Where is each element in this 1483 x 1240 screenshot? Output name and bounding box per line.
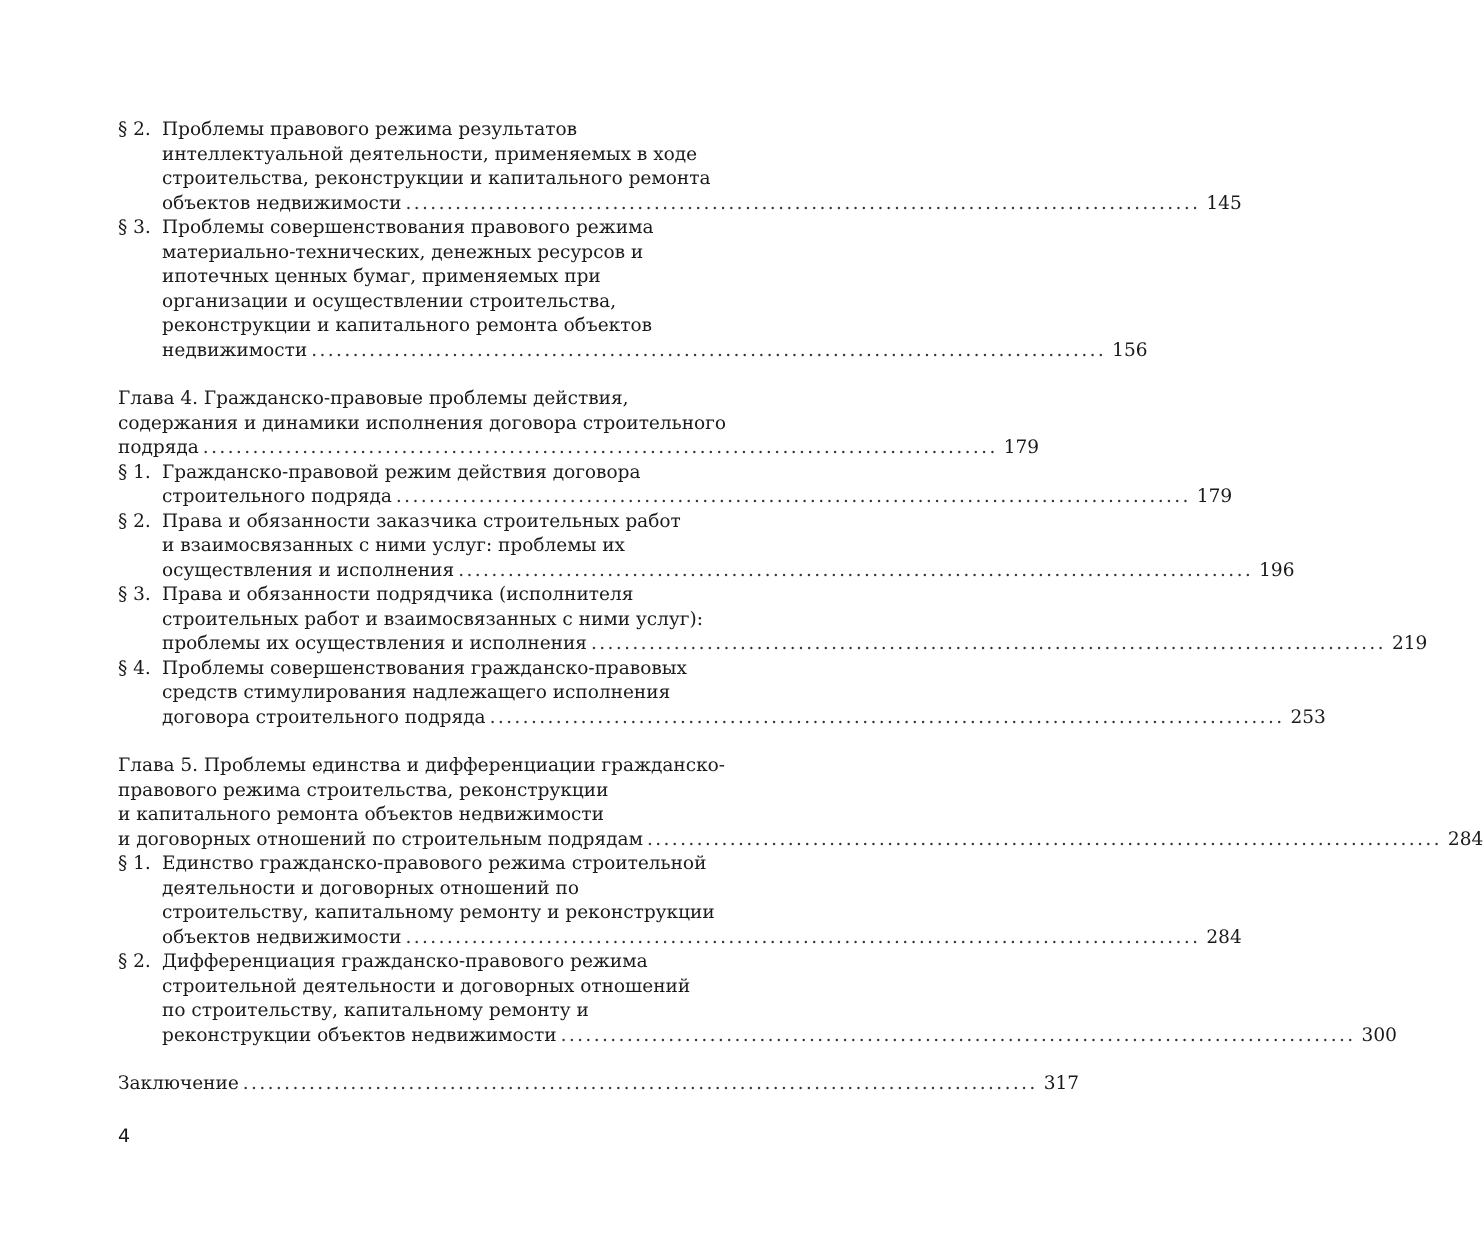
entry-text: и взаимосвязанных с ними услуг: проблемы их [162, 535, 625, 556]
entry-text: проблемы их осуществления и исполнения [162, 633, 587, 654]
page-ref: 253 [1290, 706, 1326, 728]
entry-text: организации и осуществлении строительства, [162, 290, 617, 312]
entry-text: Гражданско-правовой режим действия договора [162, 461, 641, 483]
toc-entry[interactable] [118, 852, 1242, 950]
dot-leader: ................................................................................................ [202, 437, 998, 458]
entry-text: строительной деятельности и договорных отношений [162, 975, 691, 997]
toc-chapter[interactable] [118, 754, 1483, 852]
entry-text: строительства, реконструкции и капитального ремонта [162, 168, 711, 189]
entry-text: Проблемы совершенствования гражданско-правовых [162, 657, 687, 679]
page-ref: 219 [1391, 633, 1428, 654]
chapter-title: и капитального ремонта объектов недвижимости [118, 804, 604, 825]
dot-leader: ................................................................................................ [395, 486, 1191, 507]
entry-text: Единство гражданско-правового режима строительной [162, 853, 707, 874]
chapter-title: правового режима строительства, реконструкции [118, 779, 609, 801]
toc-entry[interactable] [118, 216, 1148, 363]
toc-entry[interactable] [118, 583, 1428, 657]
entry-text: строительству, капитальному ремонту и реконструкции [162, 902, 715, 923]
chapter-title: содержания и динамики исполнения договора строительного [118, 412, 727, 434]
page-ref: 284 [1206, 926, 1242, 948]
chapter-title: Глава 4. Гражданско-правовые проблемы действия, [118, 388, 629, 409]
page-ref: 156 [1112, 339, 1148, 361]
section-label: § 4. [118, 657, 151, 679]
dot-leader: ................................................................................................ [405, 192, 1201, 214]
page-number: 4 [118, 1125, 131, 1147]
dot-leader: ................................................................................................ [590, 633, 1386, 654]
entry-text: ипотечных ценных бумаг, применяемых при [162, 266, 601, 287]
entry-text: реконструкции и капитального ремонта объектов [162, 315, 653, 336]
entry-text: реконструкции объектов недвижимости [162, 1024, 557, 1046]
toc-entry[interactable] [118, 461, 1233, 510]
entry-text: средств стимулирования надлежащего исполнения [162, 682, 671, 703]
table-of-contents [118, 118, 1483, 1097]
entry-text: материально-технических, денежных ресурсов и [162, 241, 644, 263]
section-label: § 2. [118, 510, 151, 532]
entry-text: Права и обязанности подрядчика (исполнителя [162, 584, 634, 605]
page-ref: 300 [1361, 1024, 1397, 1046]
toc-entry[interactable] [118, 950, 1397, 1048]
conclusion-title: Заключение [118, 1073, 239, 1094]
page-ref: 179 [1003, 437, 1040, 458]
page-ref: 196 [1259, 559, 1295, 581]
section-label: § 2. [118, 119, 151, 140]
dot-leader: ................................................................................................ [560, 1024, 1356, 1046]
entry-text: интеллектуальной деятельности, применяемых в ходе [162, 143, 698, 165]
entry-text: строительных работ и взаимосвязанных с ними услуг): [162, 608, 703, 630]
entry-text: объектов недвижимости [162, 192, 402, 214]
entry-text: Проблемы правового режима результатов [162, 119, 578, 140]
dot-leader: ................................................................................................ [311, 339, 1107, 361]
chapter-title: подряда [118, 437, 199, 458]
entry-text: Проблемы совершенствования правового режима [162, 217, 654, 238]
dot-leader: ................................................................................................ [405, 926, 1201, 948]
section-label: § 3. [118, 217, 151, 238]
entry-text: Права и обязанности заказчика строительных работ [162, 510, 681, 532]
dot-leader: ................................................................................................ [458, 559, 1254, 581]
dot-leader: ................................................................................................ [489, 706, 1285, 728]
toc-entry[interactable] [118, 657, 1326, 731]
entry-text: деятельности и договорных отношений по [162, 877, 579, 899]
entry-text: Дифференциация гражданско-правового режима [162, 951, 648, 972]
entry-text: договора строительного подряда [162, 706, 486, 728]
section-label: § 2. [118, 951, 151, 972]
chapter-title: Глава 5. Проблемы единства и дифференциации гражданско- [118, 755, 726, 776]
section-label: § 1. [118, 461, 151, 483]
section-label: § 3. [118, 584, 151, 605]
page-ref: 179 [1196, 486, 1233, 507]
page-ref: 284 [1447, 828, 1483, 850]
entry-text: объектов недвижимости [162, 926, 402, 948]
entry-text: по строительству, капитальному ремонту и [162, 1000, 589, 1021]
entry-text: строительного подряда [162, 486, 392, 507]
chapter-title: и договорных отношений по строительным подрядам [118, 828, 643, 850]
toc-conclusion[interactable] [118, 1072, 1080, 1097]
toc-entry[interactable] [118, 118, 1242, 216]
dot-leader: ................................................................................................ [646, 828, 1442, 850]
page-ref: 145 [1206, 192, 1242, 214]
entry-text: недвижимости [162, 339, 308, 361]
section-label: § 1. [118, 853, 151, 874]
toc-entry[interactable] [118, 510, 1295, 584]
entry-text: осуществления и исполнения [162, 559, 455, 581]
toc-chapter[interactable] [118, 387, 1040, 461]
page-ref: 317 [1043, 1073, 1080, 1094]
dot-leader: ................................................................................................ [242, 1073, 1038, 1094]
